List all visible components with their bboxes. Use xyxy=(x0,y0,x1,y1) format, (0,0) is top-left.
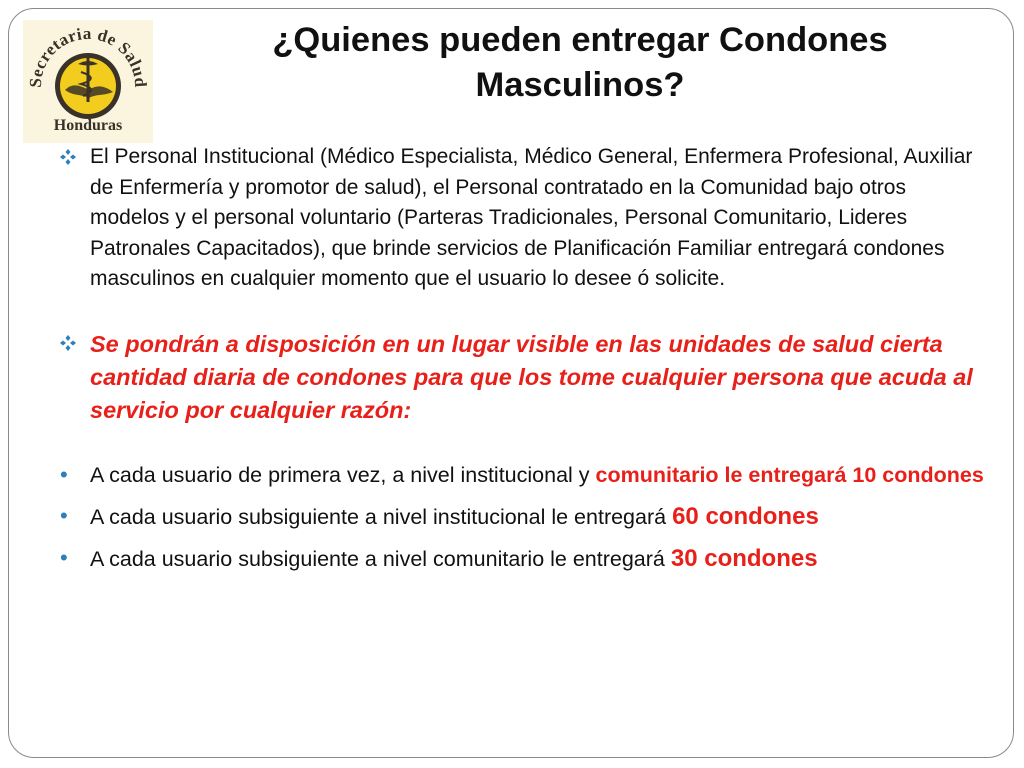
list-item xyxy=(60,142,990,295)
item-text: El Personal Institucional (Médico Especialista, Médico General, Enfermera Profesional, Auxiliar de Enfermería y promotor de salud), el Personal contratado en la Comunidad bajo otros modelos y el personal voluntario (Parteras Tradicionales, Personal Comunitario, Lideres Patronales Capacitados), que brinde servicios de Planificación Familiar entregará condones masculinos en cualquier momento que el usuario lo desee ó solicite. xyxy=(90,145,973,290)
title-line-1: ¿Quienes pueden entregar Condones xyxy=(272,21,888,59)
item-highlight: comunitario le entregará 10 condones xyxy=(595,462,984,487)
dot-bullet-icon: • xyxy=(60,502,68,528)
dot-bullet-icon: • xyxy=(60,461,68,487)
slide-content xyxy=(60,142,990,575)
diamond-bullet-icon xyxy=(60,335,76,351)
item-text: A cada usuario subsiguiente a nivel institucional le entregará xyxy=(90,504,673,529)
list-item xyxy=(60,543,990,575)
logo-arc-text: Secretaria de Salud xyxy=(25,23,151,89)
title-line-2: Masculinos? xyxy=(475,66,685,104)
list-item xyxy=(60,501,990,533)
slide-title xyxy=(150,18,1010,108)
diamond-bullet-icon xyxy=(60,149,76,165)
secretaria-de-salud-logo xyxy=(23,20,153,143)
item-text: A cada usuario de primera vez, a nivel institucional y xyxy=(90,462,596,487)
item-text: Se pondrán a disposición en un lugar visible en las unidades de salud cierta cantidad diaria de condones para que los tome cualquier persona que acuda al servicio por cualquier razón: xyxy=(90,330,973,423)
list-item xyxy=(60,460,990,491)
item-highlight: 30 condones xyxy=(670,544,818,572)
item-text: A cada usuario subsiguiente a nivel comunitario le entregará xyxy=(90,546,671,571)
list-item xyxy=(60,328,990,427)
item-highlight: 60 condones xyxy=(672,502,819,530)
logo-emblem xyxy=(23,20,153,143)
dot-bullet-icon: • xyxy=(60,544,68,570)
logo-bottom-text: Honduras xyxy=(53,117,123,134)
